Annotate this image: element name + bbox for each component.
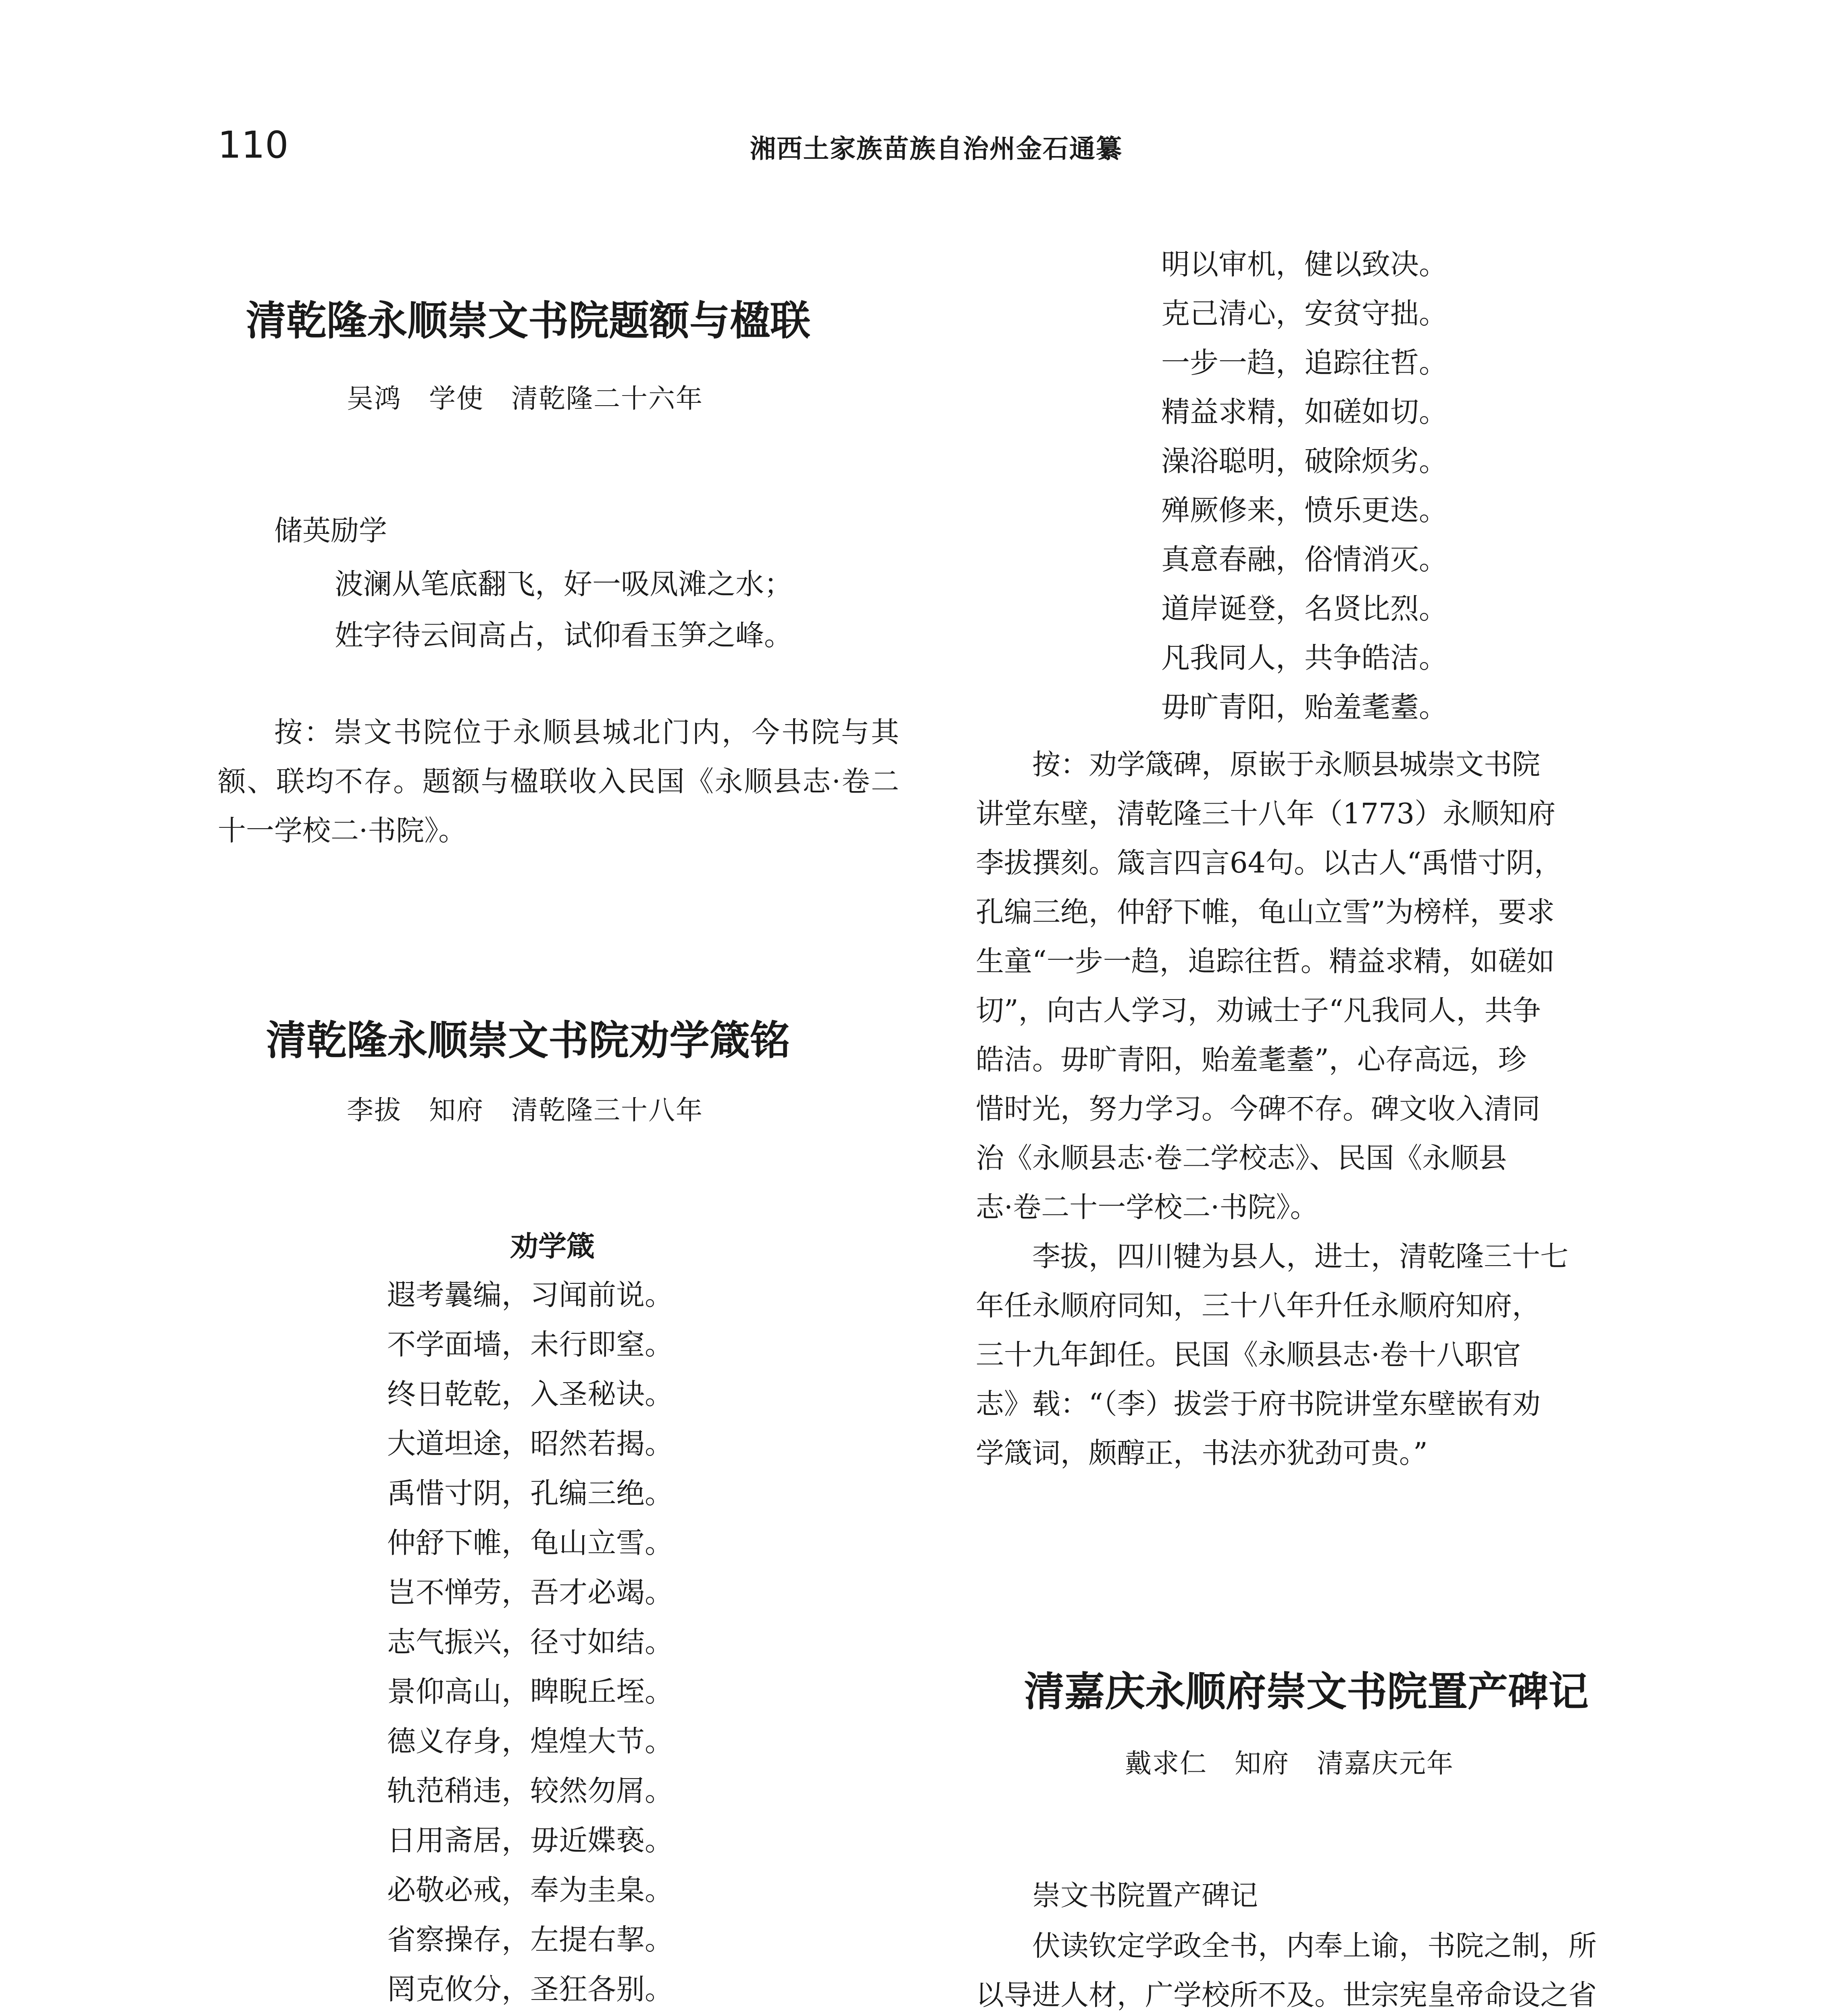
section-3-paragraph-1 <box>976 1921 1702 2016</box>
text-line: 切”，向古人学习，劝诫士子“凡我同人，共争 <box>976 994 1541 1027</box>
poem-line: 澡浴聪明，破除烦劣。 <box>1161 444 1448 478</box>
poem-line <box>387 2014 673 2016</box>
text-line: 李拔撰刻。箴言四言64句。以古人“禹惜寸阴， <box>976 846 1562 879</box>
text-line: 年任永顺府同知，三十八年升任永顺府知府， <box>976 1289 1540 1322</box>
poem-line: 遐考曩编，习闻前说。 <box>387 1278 674 1312</box>
section-1-title: 清乾隆永顺崇文书院题额与楹联 <box>246 297 810 344</box>
poem-line: 志气振兴，径寸如结。 <box>387 1625 674 1659</box>
text-line: 治《永顺县志·卷二学校志》、民国《永顺县 <box>976 1141 1507 1175</box>
text-line: 三十九年卸任。民国《永顺县志·卷十八职官 <box>976 1338 1521 1371</box>
poem-line: 精益求精，如磋如切。 <box>1161 395 1448 429</box>
couplet-line-1: 波澜从笔底翻飞，好一吸凤滩之水； <box>335 567 793 601</box>
text-line: 按：劝学箴碑，原嵌于永顺县城崇文书院 <box>1032 748 1540 781</box>
text-line: 惜时光，努力学习。今碑不存。碑文收入清同 <box>976 1092 1540 1125</box>
poem-line: 大道坦途，昭然若揭。 <box>387 1427 674 1460</box>
section-3-title: 清嘉庆永顺府崇文书院置产碑记 <box>1024 1668 1589 1715</box>
poem-line: 德义存身，煌煌大节。 <box>387 1724 674 1758</box>
section-2-note <box>976 740 1702 1232</box>
poem-line: 日用斋居，毋近媟亵。 <box>387 1824 674 1857</box>
author-bio <box>976 1232 1702 1478</box>
text-line: 生童“一步一趋，追踪往哲。精益求精，如磋如 <box>976 945 1555 978</box>
section-2-title: 清乾隆永顺崇文书院劝学箴铭 <box>266 1017 790 1064</box>
section-3-byline: 戴求仁 知府 清嘉庆元年 <box>1125 1748 1454 1779</box>
poem-line: 道岸诞登，名贤比烈。 <box>1161 592 1448 625</box>
poem-line: 克己清心，安贫守拙。 <box>1161 297 1448 330</box>
text-line: 志》载：“（李）拔尝于府书院讲堂东壁嵌有劝 <box>976 1387 1541 1420</box>
poem-line: 景仰高山，睥睨丘垤。 <box>387 1675 674 1708</box>
poem-line: 毋旷青阳，贻羞耄耋。 <box>1161 690 1448 724</box>
text-line: 志·卷二十一学校二·书院》。 <box>976 1191 1318 1224</box>
poem-line: 明以审机，健以致决。 <box>1161 248 1448 281</box>
poem-line: 岂不惮劳，吾才必竭。 <box>387 1576 674 1609</box>
running-head: 湘西土家族苗族自治州金石通纂 <box>750 134 1123 164</box>
text-line: 皓洁。毋旷青阳，贻羞耄耋”，心存高远，珍 <box>976 1043 1527 1076</box>
section-1-note: 按：崇文书院位于永顺县城北门内，今书院与其额、联均不存。题额与楹联收入民国《永顺县志·卷二十一学校二·书院》。 <box>218 716 899 847</box>
poem-title: 劝学箴 <box>510 1230 595 1263</box>
text-line: 孔编三绝，仲舒下帷，龟山立雪”为榜样，要求 <box>976 896 1555 929</box>
poem-column-right <box>1161 240 1447 732</box>
couplet <box>335 558 793 661</box>
poem-line: 殚厥修来，愤乐更迭。 <box>1161 494 1448 527</box>
poem-line: 不学面墙，未行即窒。 <box>387 1328 674 1361</box>
poem-line: 禹惜寸阴，孔编三绝。 <box>387 1477 674 1510</box>
poem-column-left <box>387 1270 673 2016</box>
text-line: 学箴词，颇醇正，书法亦犹劲可贵。” <box>976 1437 1428 1470</box>
text-line: 讲堂东壁，清乾隆三十八年（1773）永顺知府 <box>976 797 1556 830</box>
poem-line: 仲舒下帷，龟山立雪。 <box>387 1526 674 1560</box>
poem-line: 凡我同人，共争皓洁。 <box>1161 641 1448 675</box>
poem-line: 终日乾乾，入圣秘诀。 <box>387 1377 674 1411</box>
plaque-text: 储英励学 <box>274 514 387 547</box>
poem-line: 一步一趋，追踪往哲。 <box>1161 346 1448 379</box>
poem-line: 罔克攸分，圣狂各别。 <box>387 1972 674 2006</box>
text-line: 以导进人材，广学校所不及。世宗宪皇帝命设之省 <box>976 1979 1597 2012</box>
page-number: 110 <box>218 123 289 167</box>
document-title: 崇文书院置产碑记 <box>1032 1879 1258 1912</box>
section-2-byline: 李拔 知府 清乾隆三十八年 <box>347 1095 703 1126</box>
couplet-line-2: 姓字待云间高占，试仰看玉笋之峰。 <box>335 619 793 652</box>
text-line: 李拔，四川犍为县人，进士，清乾隆三十七 <box>1032 1240 1568 1273</box>
poem-line: 轨范稍违，较然勿屑。 <box>387 1774 674 1808</box>
section-1-byline: 吴鸿 学使 清乾隆二十六年 <box>347 383 703 414</box>
poem-line: 必敬必戒，奉为圭臬。 <box>387 1873 674 1907</box>
poem-line: 真意春融，俗情消灭。 <box>1161 543 1448 576</box>
poem-line: 省察操存，左提右挈。 <box>387 1923 674 1956</box>
text-line: 伏读钦定学政全书，内奉上谕，书院之制，所 <box>1032 1929 1597 1962</box>
